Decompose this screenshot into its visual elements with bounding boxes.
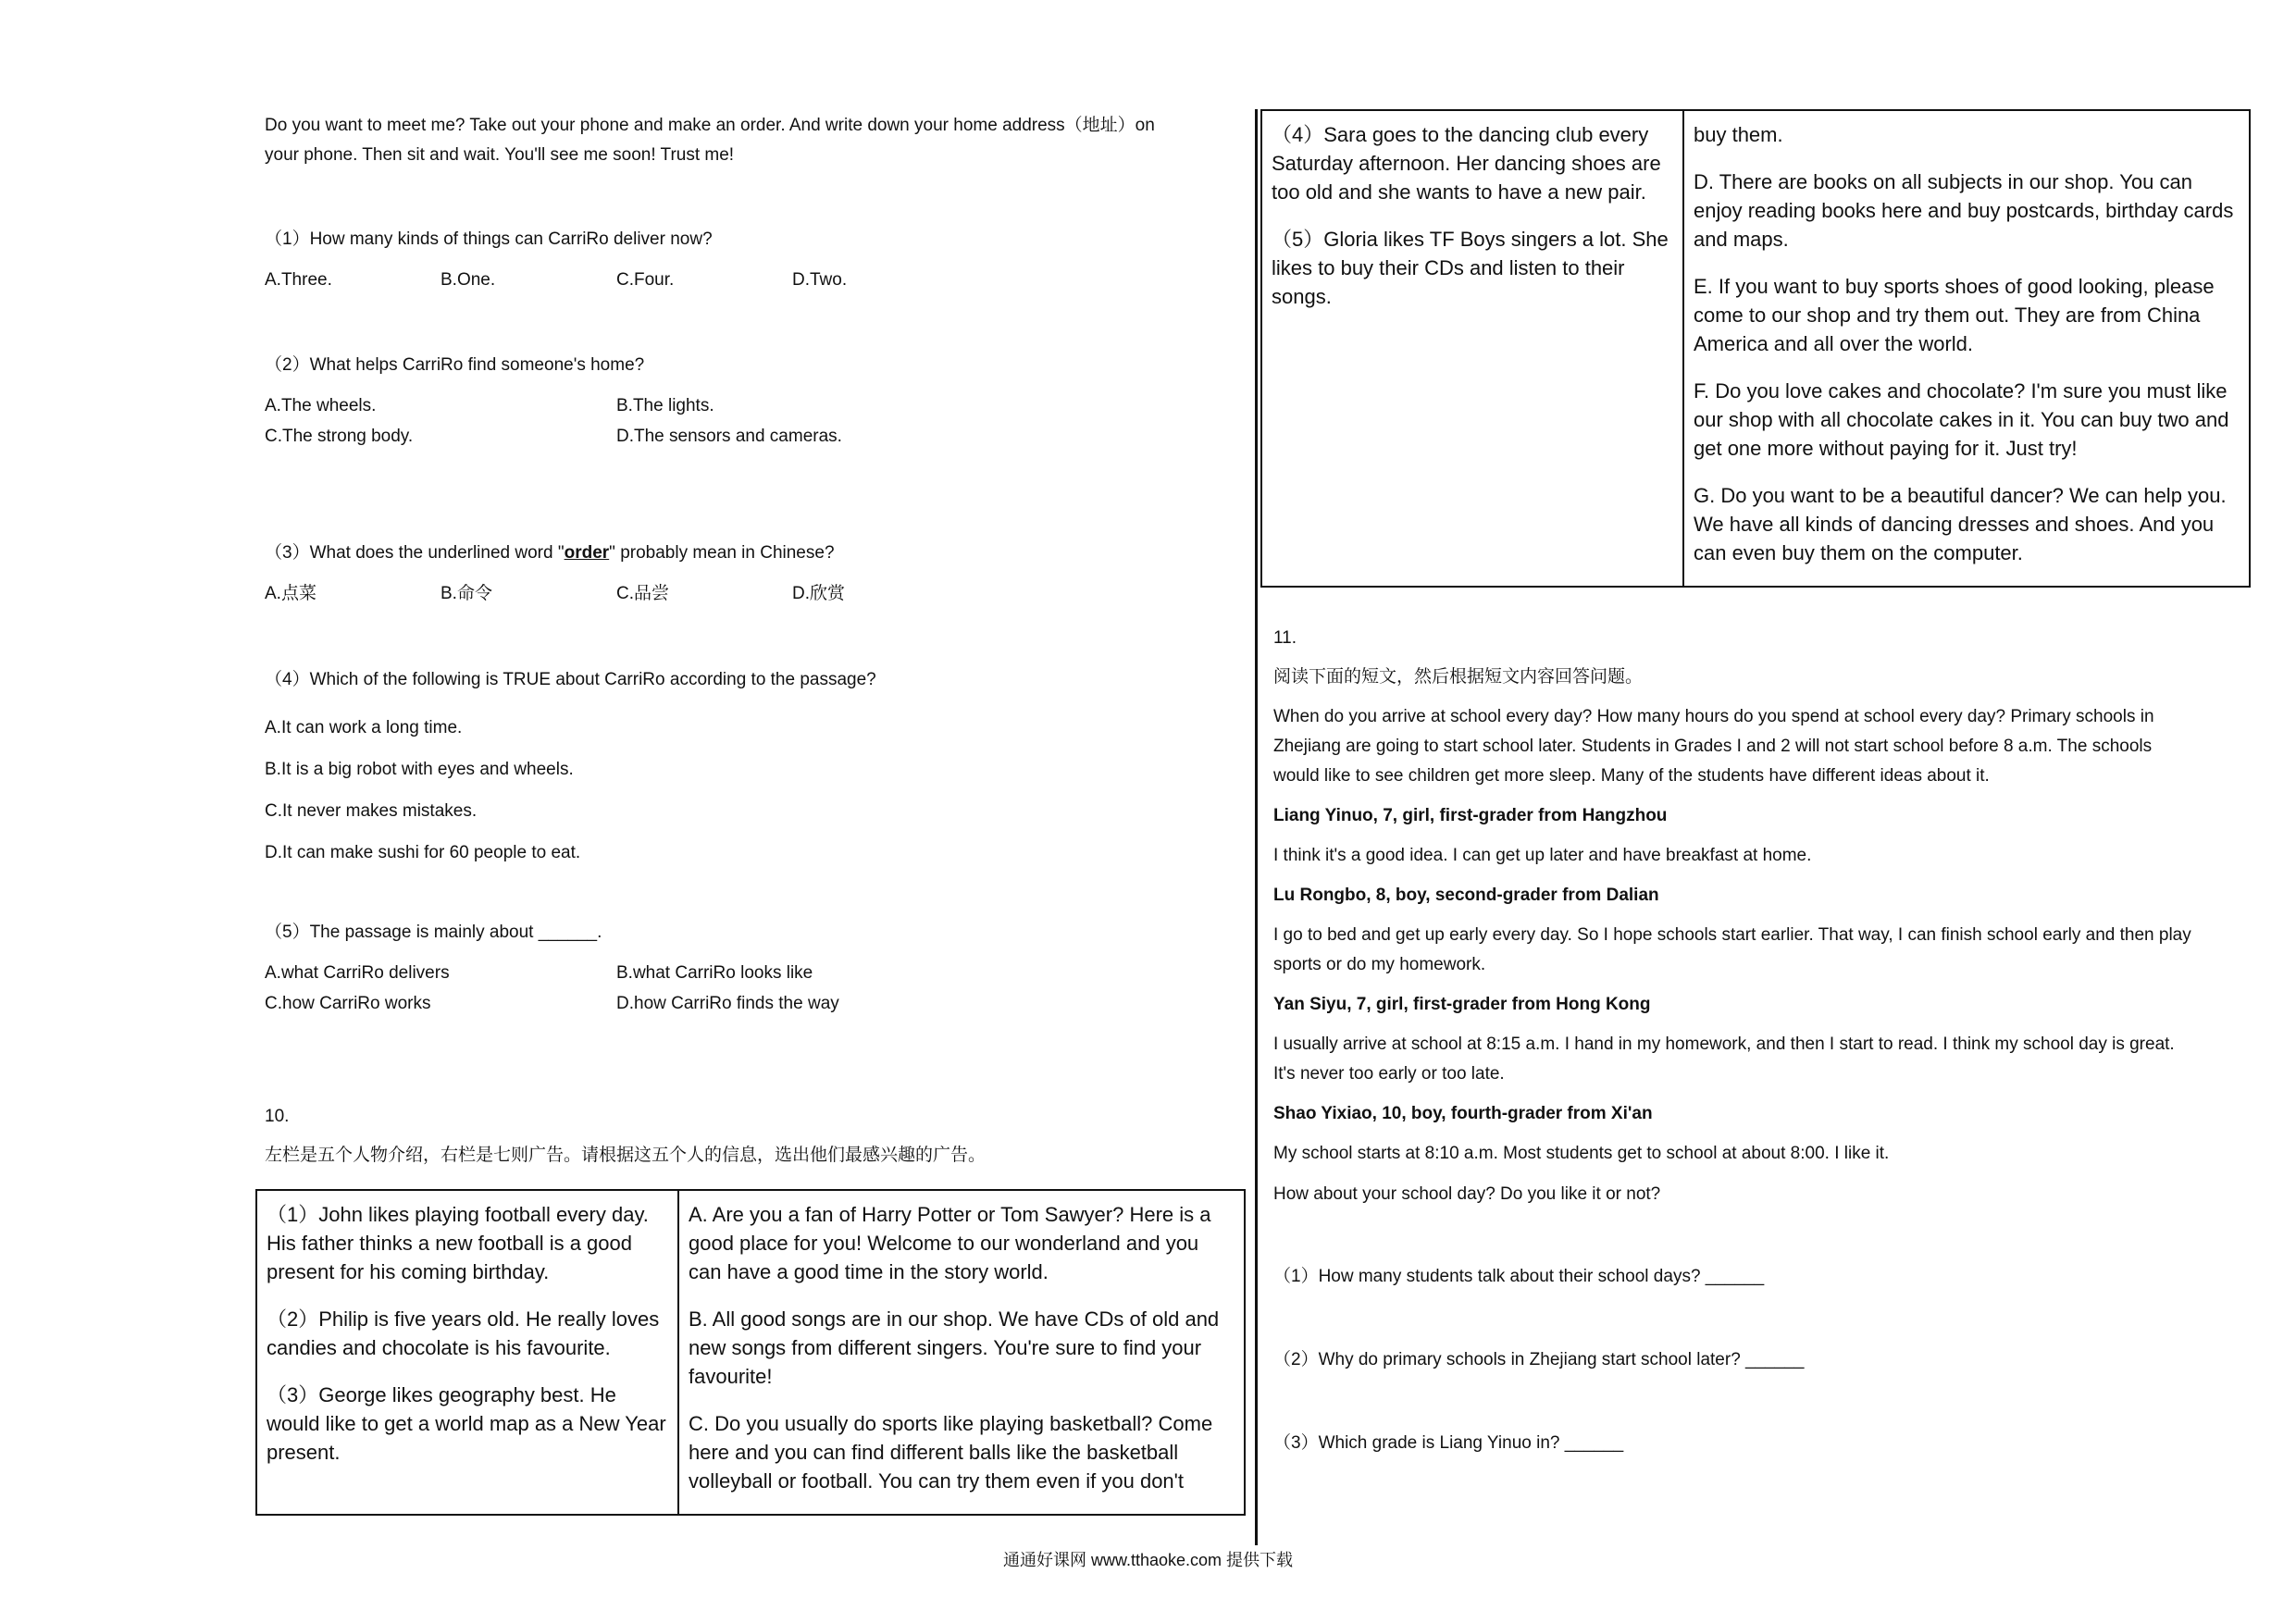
intro-line: Zhejiang are going to start school later. Students in Grades I and 2 will not start school before 8 a.m. The schools — [1273, 737, 2153, 756]
options — [265, 958, 968, 1019]
people-cell — [256, 1190, 678, 1515]
passage-intro — [265, 111, 1155, 170]
option-d: D.how CarriRo finds the way — [616, 994, 839, 1013]
question-stem: （2）What helps CarriRo find someone's home? — [265, 355, 645, 375]
option-c: C.品尝 — [616, 584, 670, 603]
intro-line: would like to see children get more sleep. Many of the students have different ideas about it. — [1273, 766, 1990, 786]
options — [265, 707, 876, 873]
speaker-text: My school starts at 8:10 a.m. Most students get to school at about 8:00. I like it. — [1273, 1144, 1890, 1163]
intro-line-2: your phone. Then sit and wait. You'll see me soon! Trust me! — [265, 145, 735, 165]
option-c: C.It never makes mistakes. — [265, 801, 478, 821]
passage-intro — [1273, 702, 2264, 791]
speaker-name: Yan Siyu, 7, girl, first-grader from Hong Kong — [1273, 995, 1651, 1014]
speaker-name: Liang Yinuo, 7, girl, first-grader from Hangzhou — [1273, 806, 1668, 825]
matching-table-left — [255, 1189, 1246, 1516]
option-a: A.It can work a long time. — [265, 718, 463, 737]
option-b: B.It is a big robot with eyes and wheels. — [265, 760, 574, 779]
options — [265, 390, 968, 452]
matching-table-right — [1260, 109, 2251, 588]
question-4 — [265, 666, 876, 873]
option-d: D.欣赏 — [792, 584, 846, 603]
section-11 — [1273, 625, 2264, 1457]
option-a: A.Three. — [265, 270, 332, 290]
question-stem: （4）Which of the following is TRUE about CarriRo according to the passage? — [265, 670, 876, 689]
people-cell — [1261, 110, 1683, 587]
question-1 — [265, 226, 968, 294]
ad-d: D. There are books on all subjects in our shop. You can enjoy reading books here and buy postcards, birthday cards and maps. — [1694, 170, 2234, 251]
option-b: B.One. — [441, 270, 496, 290]
closing-question: How about your school day? Do you like it or not? — [1273, 1184, 1661, 1204]
stem-part: " probably mean in Chinese? — [609, 543, 835, 563]
person-2: （2）Philip is five years old. He really loves candies and chocolate is his favourite. — [267, 1307, 660, 1359]
ad-c-continued: buy them. — [1694, 123, 1783, 146]
speaker-name: Shao Yixiao, 10, boy, fourth-grader from Xi'an — [1273, 1104, 1653, 1123]
underlined-word: order — [564, 543, 610, 563]
ad-a: A. Are you a fan of Harry Potter or Tom Sawyer? Here is a good place for you! Welcome to our wonderland and you can have a good time in the story world. — [689, 1203, 1211, 1283]
option-b: B.The lights. — [616, 396, 714, 415]
option-c: C.Four. — [616, 270, 675, 290]
option-c: C.The strong body. — [265, 427, 414, 446]
ad-e: E. If you want to buy sports shoes of good looking, please come to our shop and try them out. They are from China America and all over the world. — [1694, 275, 2215, 355]
person-1: （1）John likes playing football every day. His father thinks a new football is a good present for his coming birthday. — [267, 1203, 649, 1283]
person-4: （4）Sara goes to the dancing club every Saturday afternoon. Her dancing shoes are too old and she wants to have a new pair. — [1272, 123, 1661, 204]
section-instruction: 阅读下面的短文，然后根据短文内容回答问题。 — [1273, 667, 1644, 687]
question-5 — [265, 919, 968, 1019]
question-3 — [265, 539, 968, 608]
question-stem: （1）How many kinds of things can CarriRo deliver now? — [265, 229, 713, 249]
person-3: （3）George likes geography best. He would like to get a world map as a New Year present. — [267, 1383, 666, 1464]
stem-part: （3）What does the underlined word " — [265, 543, 565, 563]
option-c: C.how CarriRo works — [265, 994, 431, 1013]
question-stem — [265, 539, 968, 567]
ads-cell — [1683, 110, 2250, 587]
section-number: 10. — [265, 1107, 290, 1126]
ad-b: B. All good songs are in our shop. We have CDs of old and new songs from different singers. You're sure to find your favourite! — [689, 1307, 1220, 1388]
ad-g: G. Do you want to be a beautiful dancer? We can help you. We have all kinds of dancing dresses and shoes. And you can even buy them on the computer. — [1694, 484, 2227, 564]
option-d: D.The sensors and cameras. — [616, 427, 842, 446]
ad-f: F. Do you love cakes and chocolate? I'm sure you must like our shop with all chocolate cakes in it. You can buy two and get one more without paying for it. Just try! — [1694, 379, 2229, 460]
option-d: D.Two. — [792, 270, 848, 290]
section-number: 11. — [1273, 628, 1297, 648]
speaker-text: I think it's a good idea. I can get up later and have breakfast at home. — [1273, 846, 1812, 865]
page-footer: 通通好课网 www.tthaoke.com 提供下载 — [1002, 1551, 1294, 1569]
ad-c: C. Do you usually do sports like playing basketball? Come here and you can find different balls like the basketball volleyball or football. You can try them even if you don't — [689, 1412, 1213, 1493]
question-2 — [265, 352, 968, 452]
options — [265, 266, 968, 294]
option-a: A.点菜 — [265, 584, 316, 603]
intro-line-1: Do you want to meet me? Take out your phone and make an order. And write down your home address（地址）on — [265, 116, 1155, 135]
column-divider — [1255, 109, 1258, 1545]
option-b: B.命令 — [441, 584, 492, 603]
section-instruction: 左栏是五个人物介绍，右栏是七则广告。请根据这五个人的信息，选出他们最感兴趣的广告。 — [265, 1146, 987, 1165]
question-1: （1）How many students talk about their school days? ______ — [1273, 1267, 1765, 1286]
speaker-name: Lu Rongbo, 8, boy, second-grader from Dalian — [1273, 886, 1659, 905]
intro-line: When do you arrive at school every day? How many hours do you spend at school every day? Primary schools in — [1273, 707, 2154, 726]
person-5: （5）Gloria likes TF Boys singers a lot. She likes to buy their CDs and listen to their songs. — [1272, 228, 1669, 308]
question-stem: （5）The passage is mainly about ______. — [265, 923, 602, 942]
option-b: B.what CarriRo looks like — [616, 963, 813, 983]
question-3: （3）Which grade is Liang Yinuo in? ______ — [1273, 1433, 1624, 1453]
speaker-text: I go to bed and get up early every day. So I hope schools start earlier. That way, I can finish school early and then play — [1273, 925, 2191, 945]
options — [265, 580, 968, 608]
speaker-text: sports or do my homework. — [1273, 955, 1486, 974]
speaker-text: I usually arrive at school at 8:15 a.m. I hand in my homework, and then I start to read. I think my school day is great. — [1273, 1035, 2175, 1054]
option-a: A.what CarriRo delivers — [265, 963, 450, 983]
section-10-header — [265, 1103, 986, 1170]
option-a: A.The wheels. — [265, 396, 377, 415]
question-2: （2）Why do primary schools in Zhejiang start school later? ______ — [1273, 1350, 1805, 1369]
speaker-text: It's never too early or too late. — [1273, 1064, 1505, 1084]
option-d: D.It can make sushi for 60 people to eat. — [265, 843, 581, 862]
ads-cell — [678, 1190, 1245, 1515]
